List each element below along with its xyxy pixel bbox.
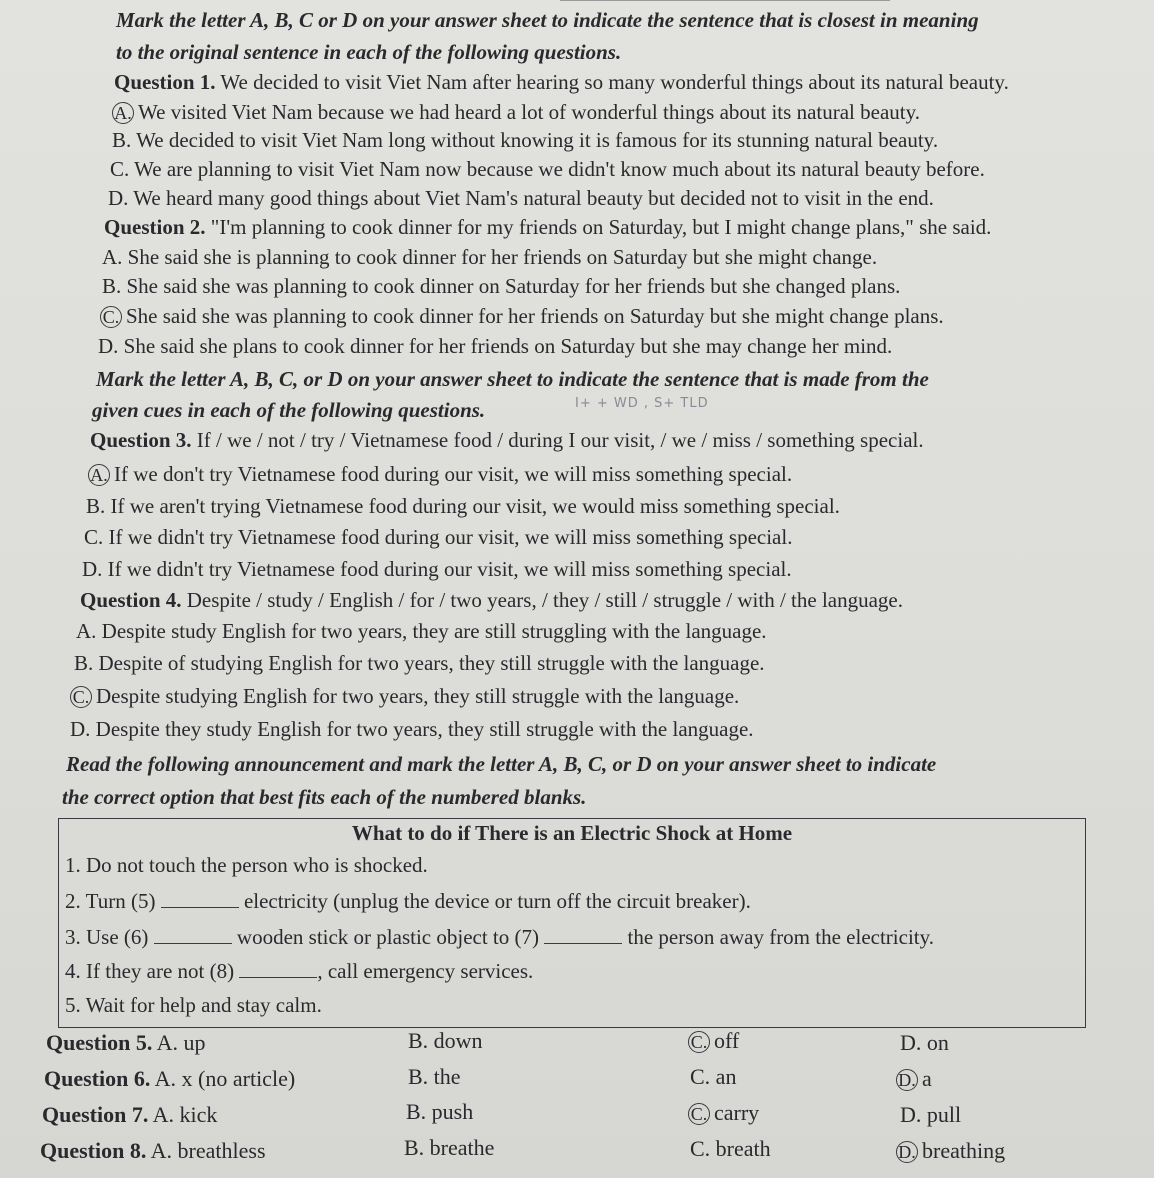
question-2-label: Question 2. — [104, 215, 206, 239]
question-6-label: Question 6. — [44, 1066, 151, 1091]
announcement-line-5: 5. Wait for help and stay calm. — [65, 993, 322, 1017]
section3-instruction-line1: Read the following announcement and mark the letter A, B, C, or D on your answer sheet to indicate — [66, 752, 937, 776]
option-text: Despite studying English for two years, they still struggle with the language. — [96, 684, 740, 708]
question-8-row — [40, 1138, 266, 1164]
question-3-stem — [90, 428, 924, 453]
question-7-option-c: C. carry — [688, 1100, 759, 1126]
question-4-option-b: B. Despite of studying English for two years, they still struggle with the language. — [74, 651, 765, 675]
section2-instruction-line2: given cues in each of the following questions. — [92, 398, 486, 422]
question-1-option-c: C. We are planning to visit Viet Nam now because we didn't know much about its natural beauty before. — [110, 157, 985, 181]
blank-7 — [544, 929, 622, 944]
answer-circle-mark: D. — [896, 1141, 918, 1163]
announcement-line-4: 4. If they are not (8) , call emergency services. — [65, 959, 534, 983]
question-6-option-c: C. an — [690, 1064, 737, 1089]
question-7-option-d: D. pull — [900, 1102, 962, 1127]
question-8-label: Question 8. — [40, 1138, 147, 1163]
question-2-option-d: D. She said she plans to cook dinner for her friends on Saturday but she may change her mind. — [98, 334, 893, 358]
answer-circle-mark: C. — [688, 1103, 710, 1125]
section3-instruction-line2: the correct option that best fits each of the numbered blanks. — [62, 785, 587, 809]
question-6-option-d: D. a — [896, 1066, 932, 1092]
question-3-option-a — [88, 462, 792, 487]
question-8-option-a: A. breathless — [150, 1138, 266, 1163]
question-8-option-c: C. breath — [690, 1136, 771, 1161]
answer-circle-mark: C. — [100, 306, 122, 328]
question-5-row — [46, 1030, 206, 1056]
option-text: We visited Viet Nam because we had heard a lot of wonderful things about its natural beauty. — [138, 100, 920, 124]
announcement-line-1: 1. Do not touch the person who is shocked. — [65, 853, 428, 877]
question-2-stem — [104, 215, 991, 240]
section1-instruction-line1: Mark the letter A, B, C or D on your answer sheet to indicate the sentence that is closest in meaning — [116, 8, 979, 32]
question-7-option-a: A. kick — [152, 1102, 218, 1127]
blank-5 — [161, 893, 239, 908]
question-5-option-a: A. up — [156, 1030, 206, 1055]
question-1-stem — [114, 70, 1009, 95]
answer-circle-mark: A. — [88, 464, 110, 486]
section1-instruction-line2: to the original sentence in each of the following questions. — [116, 40, 622, 64]
answer-circle-mark: C. — [688, 1031, 710, 1053]
question-2-option-a: A. She said she is planning to cook dinner for her friends on Saturday but she might change. — [102, 245, 878, 269]
answer-circle-mark: D. — [896, 1069, 918, 1091]
question-7-option-b: B. push — [406, 1099, 474, 1124]
question-4-label: Question 4. — [80, 588, 182, 612]
question-7-label: Question 7. — [42, 1102, 149, 1127]
question-4-stem — [80, 588, 903, 613]
question-6-row — [44, 1066, 295, 1092]
question-7-row — [42, 1102, 217, 1128]
announcement-line-3: 3. Use (6) wooden stick or plastic object to (7) the person away from the electricity. — [65, 925, 935, 949]
question-1-text: We decided to visit Viet Nam after hearing so many wonderful things about its natural beauty. — [220, 70, 1009, 94]
question-1-option-b: B. We decided to visit Viet Nam long without knowing it is famous for its stunning natural beauty. — [112, 128, 939, 152]
announcement-line-2: 2. Turn (5) electricity (unplug the device or turn off the circuit breaker). — [65, 889, 751, 913]
blank-8 — [239, 963, 317, 978]
announcement-title: What to do if There is an Electric Shock at Home — [351, 821, 793, 845]
option-text: If we don't try Vietnamese food during our visit, we will miss something special. — [114, 462, 793, 486]
question-2-text: "I'm planning to cook dinner for my friends on Saturday, but I might change plans," she said. — [210, 215, 992, 239]
question-3-option-c: C. If we didn't try Vietnamese food during our visit, we will miss something special. — [84, 525, 793, 549]
question-8-option-d: D. breathing — [896, 1138, 1005, 1164]
question-8-option-b: B. breathe — [404, 1135, 495, 1160]
question-5-option-d: D. on — [900, 1030, 949, 1055]
question-5-option-b: B. down — [408, 1028, 483, 1053]
question-1-option-d: D. We heard many good things about Viet Nam's natural beauty but decided not to visit in the end. — [108, 186, 934, 210]
blank-6 — [154, 929, 232, 944]
question-1-label: Question 1. — [114, 70, 216, 94]
question-3-label: Question 3. — [90, 428, 192, 452]
page-edge-line — [560, 0, 890, 5]
handwritten-note: I+ + WD , S+ TLD — [575, 396, 709, 411]
question-6-option-b: B. the — [408, 1064, 461, 1089]
section2-instruction-line1: Mark the letter A, B, C, or D on your answer sheet to indicate the sentence that is made from the — [96, 367, 929, 391]
question-5-option-c: C. off — [688, 1028, 739, 1054]
question-4-option-d: D. Despite they study English for two years, they still struggle with the language. — [70, 717, 754, 741]
question-1-option-a — [112, 100, 920, 125]
option-text: She said she was planning to cook dinner for her friends on Saturday but she might change plans. — [126, 304, 944, 328]
question-4-option-c — [70, 684, 739, 709]
answer-circle-mark: A. — [112, 102, 134, 124]
question-3-text: If / we / not / try / Vietnamese food / during I our visit, / we / miss / something special. — [196, 428, 924, 452]
question-2-option-c — [100, 304, 944, 329]
question-5-label: Question 5. — [46, 1030, 153, 1055]
announcement-box — [58, 818, 1086, 1028]
question-3-option-b: B. If we aren't trying Vietnamese food during our visit, we would miss something special. — [86, 494, 840, 518]
question-4-text: Despite / study / English / for / two years, / they / still / struggle / with / the language. — [186, 588, 904, 612]
question-3-option-d: D. If we didn't try Vietnamese food during our visit, we will miss something special. — [82, 557, 792, 581]
question-4-option-a: A. Despite study English for two years, they are still struggling with the language. — [76, 619, 767, 643]
question-6-option-a: A. x (no article) — [154, 1066, 296, 1091]
question-2-option-b: B. She said she was planning to cook dinner on Saturday for her friends but she changed plans. — [102, 274, 901, 298]
answer-circle-mark: C. — [70, 686, 92, 708]
